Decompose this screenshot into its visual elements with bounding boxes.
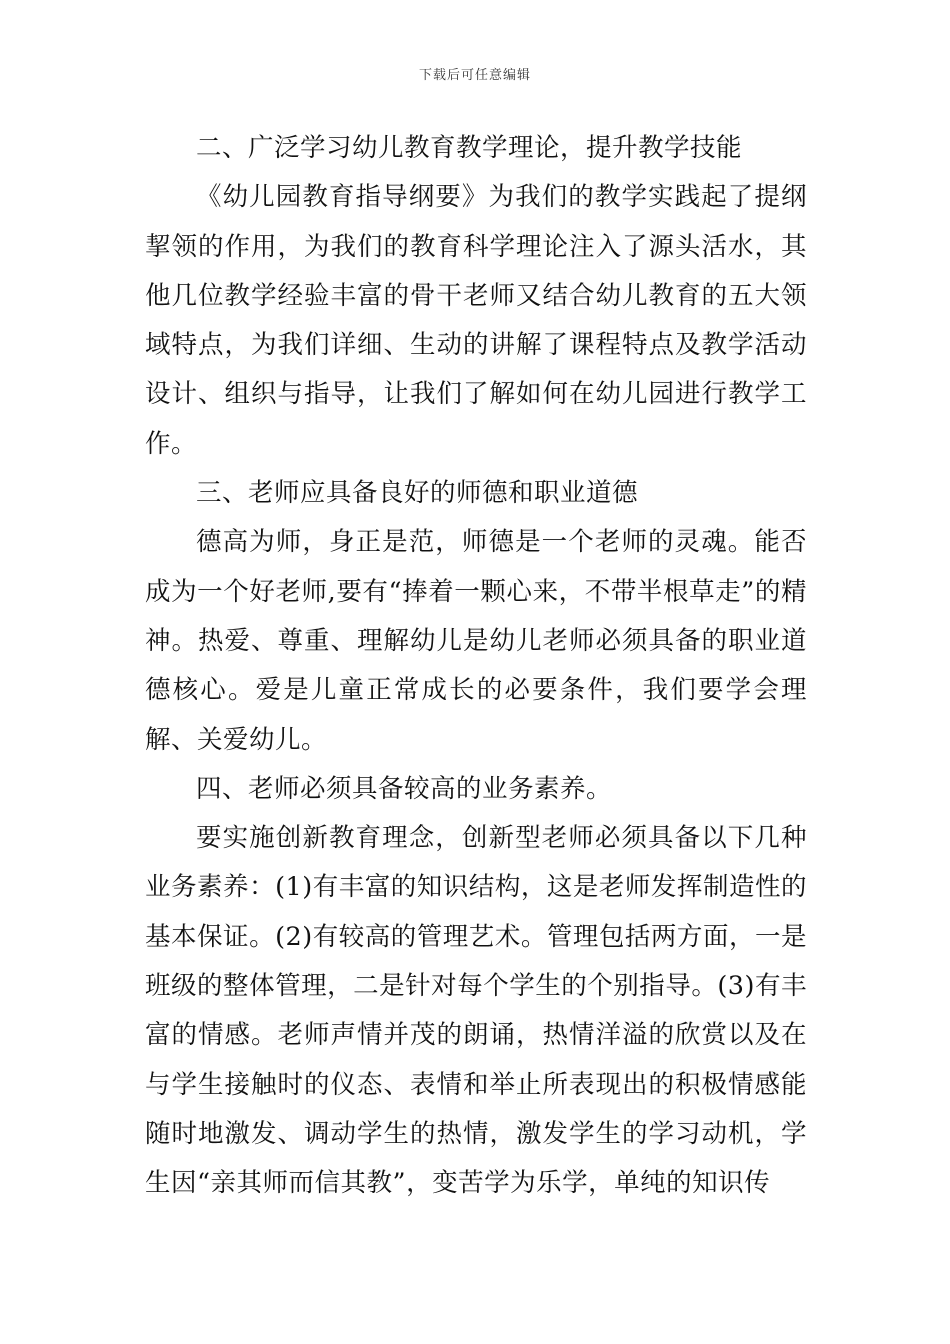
body-paragraph: 要实施创新教育理念，创新型老师必须具备以下几种业务素养：(1)有丰富的知识结构，这是老师发挥制造性的基本保证。(2)有较高的管理艺术。管理包括两方面，一是班级的整体管理，二是针对每个学生的个别指导。(3)有丰富的情感。老师声情并茂的朗诵，热情洋溢的欣赏以及在与学生接触时的仪态、表情和举止所表现出的积极情感能随时地激发、调动学生的热情，激发学生的学习动机，学生因“亲其师而信其教”，变苦学为乐学，单纯的知识传 [145,823,807,1199]
section-heading-2: 二、广泛学习幼儿教育教学理论，提升教学技能 [196,133,743,163]
body-paragraph: 德高为师，身正是范，师德是一个老师的灵魂。能否成为一个好老师,要有“捧着一颗心来，不带半根草走”的精神。热爱、尊重、理解幼儿是幼儿老师必须具备的职业道德核心。爱是儿童正常成长的必要条件，我们要学会理解、关爱幼儿。 [145,527,807,755]
section-heading-4: 四、老师必须具备较高的业务素养。 [196,773,613,804]
body-paragraph: 《幼儿园教育指导纲要》为我们的教学实践起了提纲挈领的作用，为我们的教育科学理论注入了源头活水，其他几位教学经验丰富的骨干老师又结合幼儿教育的五大领域特点，为我们详细、生动的讲解了课程特点及教学活动设计、组织与指导，让我们了解如何在幼儿园进行教学工作。 [145,182,807,459]
section-heading-3: 三、老师应具备良好的师德和职业道德 [196,478,639,509]
document-body [145,124,807,1209]
page-header: 下载后可任意编辑 [418,68,531,83]
